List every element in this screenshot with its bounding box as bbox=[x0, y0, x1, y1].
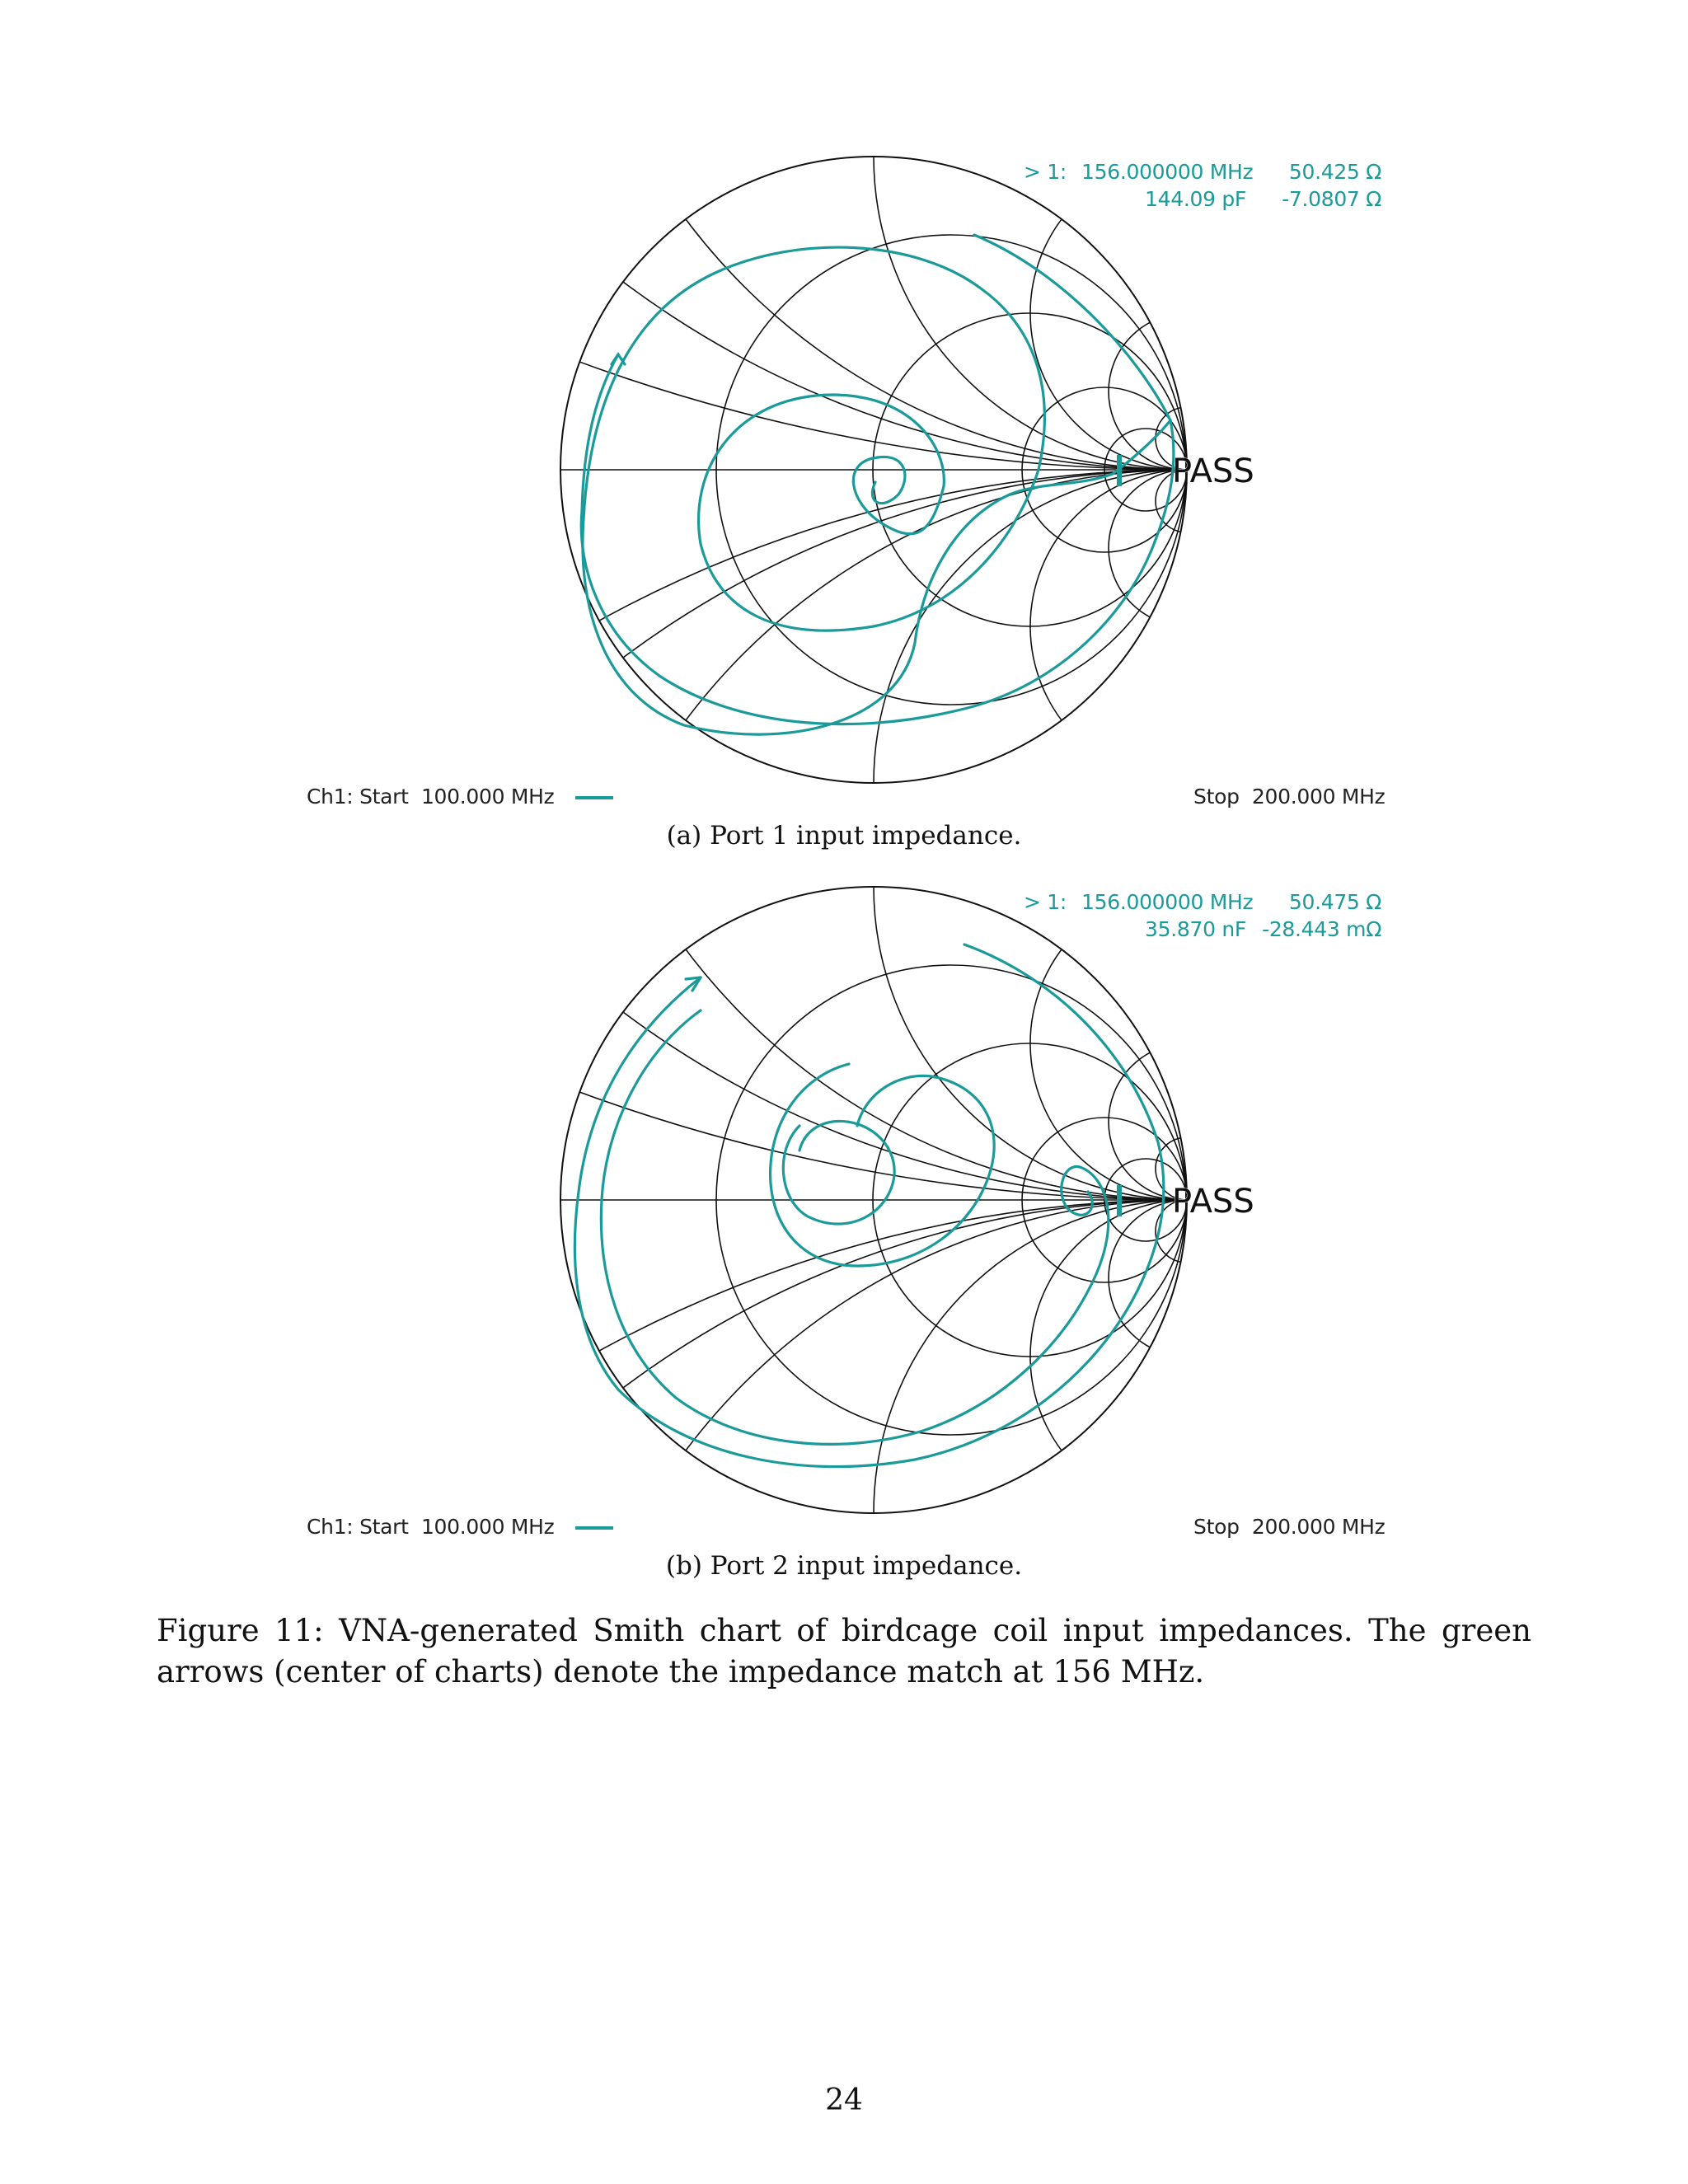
sweep-stop: Stop 200.000 MHz bbox=[1193, 1515, 1386, 1539]
sweep-stop: Stop 200.000 MHz bbox=[1193, 785, 1386, 808]
reactance-arc-neg-2 bbox=[1030, 470, 1343, 783]
page-number: 24 bbox=[825, 2083, 863, 2117]
figure-caption: Figure 11: VNA-generated Smith chart of birdcage coil input impedances. The green arrows (center of charts) denote the impedance match at 156 MHz. bbox=[157, 1613, 1531, 1690]
smith-chart-b bbox=[272, 879, 1426, 1587]
marker-reactance: -7.0807 Ω bbox=[1282, 187, 1381, 211]
marker-label: > 1: bbox=[1024, 160, 1067, 184]
marker-label: > 1: bbox=[1024, 890, 1067, 914]
figure-panel-a bbox=[272, 148, 1426, 857]
subcaption-b: (b) Port 2 input impedance. bbox=[665, 1551, 1023, 1581]
pass-label: PASS bbox=[1172, 1183, 1254, 1221]
marker-resistance: 50.425 Ω bbox=[1288, 160, 1381, 184]
legend-trace-line bbox=[575, 1526, 613, 1530]
legend-trace-line bbox=[575, 796, 613, 799]
pass-label: PASS bbox=[1172, 452, 1254, 490]
smith-grid bbox=[272, 879, 1426, 1587]
sweep-start: Ch1: Start 100.000 MHz bbox=[307, 785, 555, 808]
reactance-arc-neg-2 bbox=[1030, 1200, 1343, 1513]
figure-panel-b bbox=[272, 879, 1426, 1587]
smith-grid bbox=[272, 148, 1426, 857]
impedance-trace bbox=[581, 235, 1174, 734]
marker-component: 35.870 nF bbox=[1145, 917, 1246, 941]
marker-component: 144.09 pF bbox=[1145, 187, 1246, 211]
sweep-start: Ch1: Start 100.000 MHz bbox=[307, 1515, 555, 1539]
marker-frequency: 156.000000 MHz bbox=[1081, 160, 1254, 184]
marker-resistance: 50.475 Ω bbox=[1288, 890, 1381, 914]
marker-reactance: -28.443 mΩ bbox=[1262, 917, 1381, 941]
subcaption-a: (a) Port 1 input impedance. bbox=[666, 821, 1022, 851]
smith-chart-a bbox=[272, 148, 1426, 857]
marker-frequency: 156.000000 MHz bbox=[1081, 890, 1254, 914]
